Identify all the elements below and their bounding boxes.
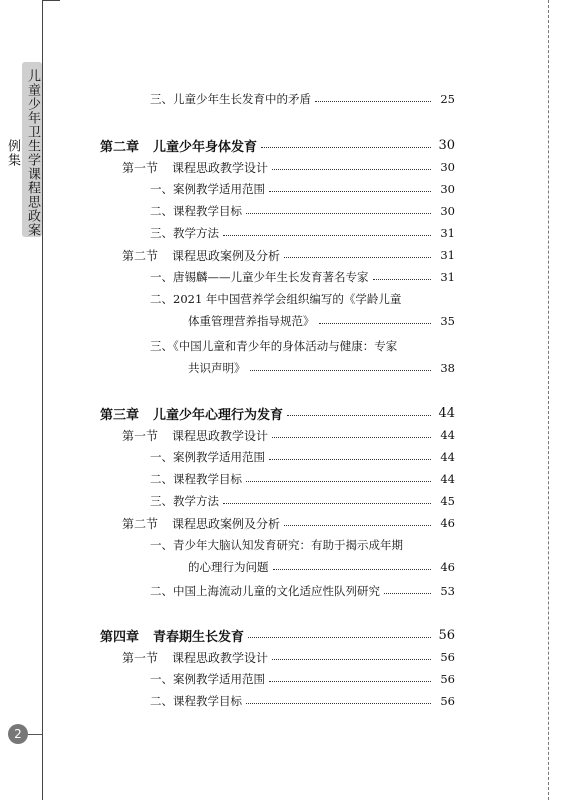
toc-section	[100, 245, 455, 265]
toc-page-number: 56	[440, 694, 455, 708]
toc-section	[100, 425, 455, 445]
toc-page-number: 46	[440, 560, 455, 574]
toc-item-text: 二、2021 年中国营养学会组织编写的《学龄儿童	[150, 292, 402, 306]
toc-page-number: 25	[440, 92, 455, 106]
dot-leader	[373, 279, 432, 280]
toc-page-number: 46	[440, 516, 455, 530]
section-label: 第二节	[122, 516, 159, 531]
toc-item-continuation: 体重管理营养指导规范》	[188, 314, 315, 328]
chapter-label: 第二章	[100, 139, 140, 155]
toc-item-text: 一、案例教学适用范围	[150, 450, 265, 464]
toc-item-text: 二、中国上海流动儿童的文化适应性队列研究	[150, 584, 380, 598]
section-title: 课程思政教学设计	[172, 428, 269, 443]
toc-line	[100, 625, 455, 645]
left-margin-rule	[42, 0, 43, 800]
toc-line	[150, 89, 455, 109]
toc-item-text: 三、儿童少年生长发育中的矛盾	[150, 92, 311, 106]
toc-item-text: 一、唐锡麟——儿童少年生长发育著名专家	[150, 270, 369, 284]
toc-item	[100, 535, 455, 577]
toc-page-number: 56	[440, 650, 455, 664]
page-number: 2	[8, 724, 28, 744]
chapter-title: 儿童少年身体发育	[153, 139, 258, 155]
toc-line	[122, 245, 455, 265]
chapter-title: 儿童少年心理行为发育	[153, 407, 284, 423]
toc-item-text: 一、案例教学适用范围	[150, 672, 265, 686]
toc-page-number: 30	[440, 160, 455, 174]
chapter-title: 青春期生长发育	[153, 629, 245, 645]
toc-line	[122, 425, 455, 445]
toc-line	[188, 358, 455, 378]
dot-leader	[223, 503, 431, 504]
section-label: 第一节	[122, 428, 159, 443]
section-title: 课程思政教学设计	[172, 160, 269, 175]
toc-item	[100, 267, 455, 287]
section-label: 第二节	[122, 248, 159, 263]
toc-line	[122, 513, 455, 533]
dot-leader	[284, 525, 431, 526]
toc-line	[122, 157, 455, 177]
toc-line	[150, 581, 455, 601]
toc-item-text: 一、青少年大脑认知发育研究：有助于揭示成年期	[150, 538, 403, 552]
toc-line	[188, 557, 455, 577]
toc-page-number: 44	[440, 428, 455, 442]
toc-chapter	[100, 135, 455, 155]
toc-page-number: 56	[440, 672, 455, 686]
toc-item	[100, 179, 455, 199]
section-label: 第一节	[122, 650, 159, 665]
toc-line	[188, 311, 455, 331]
toc-item	[100, 201, 455, 221]
chapter-heading	[100, 404, 287, 423]
toc-item	[100, 691, 455, 711]
toc-page-number: 35	[440, 314, 455, 328]
toc-item	[100, 89, 455, 109]
toc-item	[100, 289, 455, 331]
toc-section	[100, 513, 455, 533]
section-title: 课程思政案例及分析	[172, 248, 281, 263]
toc-item-text: 二、课程教学目标	[150, 204, 242, 218]
dot-leader	[272, 169, 431, 170]
section-heading	[122, 247, 284, 264]
chapter-label: 第三章	[100, 407, 140, 423]
toc-line	[150, 447, 455, 467]
chapter-heading	[100, 626, 248, 645]
toc-page-number: 38	[440, 361, 455, 375]
toc-item	[100, 223, 455, 243]
toc-page-number: 56	[438, 627, 455, 643]
chapter-heading	[100, 136, 261, 155]
toc-item-continuation: 共识声明》	[188, 361, 246, 375]
book-title-tab	[5, 62, 42, 237]
toc-line	[150, 179, 455, 199]
dot-leader	[273, 569, 432, 570]
toc-line	[150, 201, 455, 221]
toc-section	[100, 157, 455, 177]
toc-page-number: 30	[440, 182, 455, 196]
toc-item	[100, 336, 455, 378]
toc-line	[122, 647, 455, 667]
toc-item	[100, 581, 455, 601]
dot-leader	[269, 191, 431, 192]
toc-line	[100, 403, 455, 423]
dot-leader	[269, 459, 431, 460]
toc-item	[100, 669, 455, 689]
toc-chapter	[100, 625, 455, 645]
page-number-rule	[28, 734, 42, 735]
toc-line	[150, 491, 455, 511]
dot-leader	[287, 415, 431, 416]
toc-line	[100, 135, 455, 155]
book-title: 儿童少年卫生学课程思政案例集	[5, 68, 40, 237]
section-title: 课程思政教学设计	[172, 650, 269, 665]
dot-leader	[384, 593, 431, 594]
toc-line	[150, 669, 455, 689]
toc-page-number: 44	[440, 472, 455, 486]
toc-item-text: 三、教学方法	[150, 494, 219, 508]
dot-leader	[250, 370, 432, 371]
section-heading	[122, 427, 272, 444]
toc-item-text: 三、教学方法	[150, 226, 219, 240]
toc-item-text: 二、课程教学目标	[150, 472, 242, 486]
toc-page-number: 44	[438, 405, 455, 421]
dot-leader	[248, 637, 431, 638]
toc-section	[100, 647, 455, 667]
toc-page-number: 31	[440, 248, 455, 262]
section-heading	[122, 649, 272, 666]
toc-line	[150, 691, 455, 711]
toc-item-continuation: 的心理行为问题	[188, 560, 269, 574]
toc-page-number: 44	[440, 450, 455, 464]
dot-leader	[269, 681, 431, 682]
toc-item-text: 二、课程教学目标	[150, 694, 242, 708]
toc-chapter	[100, 403, 455, 423]
toc-page-number: 30	[440, 204, 455, 218]
chapter-label: 第四章	[100, 629, 140, 645]
toc-item-text: 一、案例教学适用范围	[150, 182, 265, 196]
top-corner-rule	[42, 0, 60, 1]
dot-leader	[223, 235, 431, 236]
toc-page-number: 31	[440, 226, 455, 240]
dot-leader	[319, 323, 432, 324]
dot-leader	[261, 147, 431, 148]
toc-item	[100, 491, 455, 511]
toc-page-number: 45	[440, 494, 455, 508]
dot-leader	[272, 659, 431, 660]
toc-item	[100, 469, 455, 489]
section-heading	[122, 515, 284, 532]
dot-leader	[284, 257, 431, 258]
toc-item	[100, 447, 455, 467]
dot-leader	[272, 437, 431, 438]
toc-line	[150, 469, 455, 489]
toc-page-number: 30	[438, 137, 455, 153]
right-cut-line	[548, 0, 549, 800]
toc-page-number: 31	[440, 270, 455, 284]
toc-line	[150, 267, 455, 287]
dot-leader	[246, 481, 431, 482]
dot-leader	[246, 703, 431, 704]
dot-leader	[315, 101, 431, 102]
section-label: 第一节	[122, 160, 159, 175]
dot-leader	[246, 213, 431, 214]
toc-line	[150, 223, 455, 243]
section-heading	[122, 159, 272, 176]
toc-item-text: 三、《中国儿童和青少年的身体活动与健康：专家	[150, 339, 398, 353]
toc-page-number: 53	[440, 584, 455, 598]
section-title: 课程思政案例及分析	[172, 516, 281, 531]
